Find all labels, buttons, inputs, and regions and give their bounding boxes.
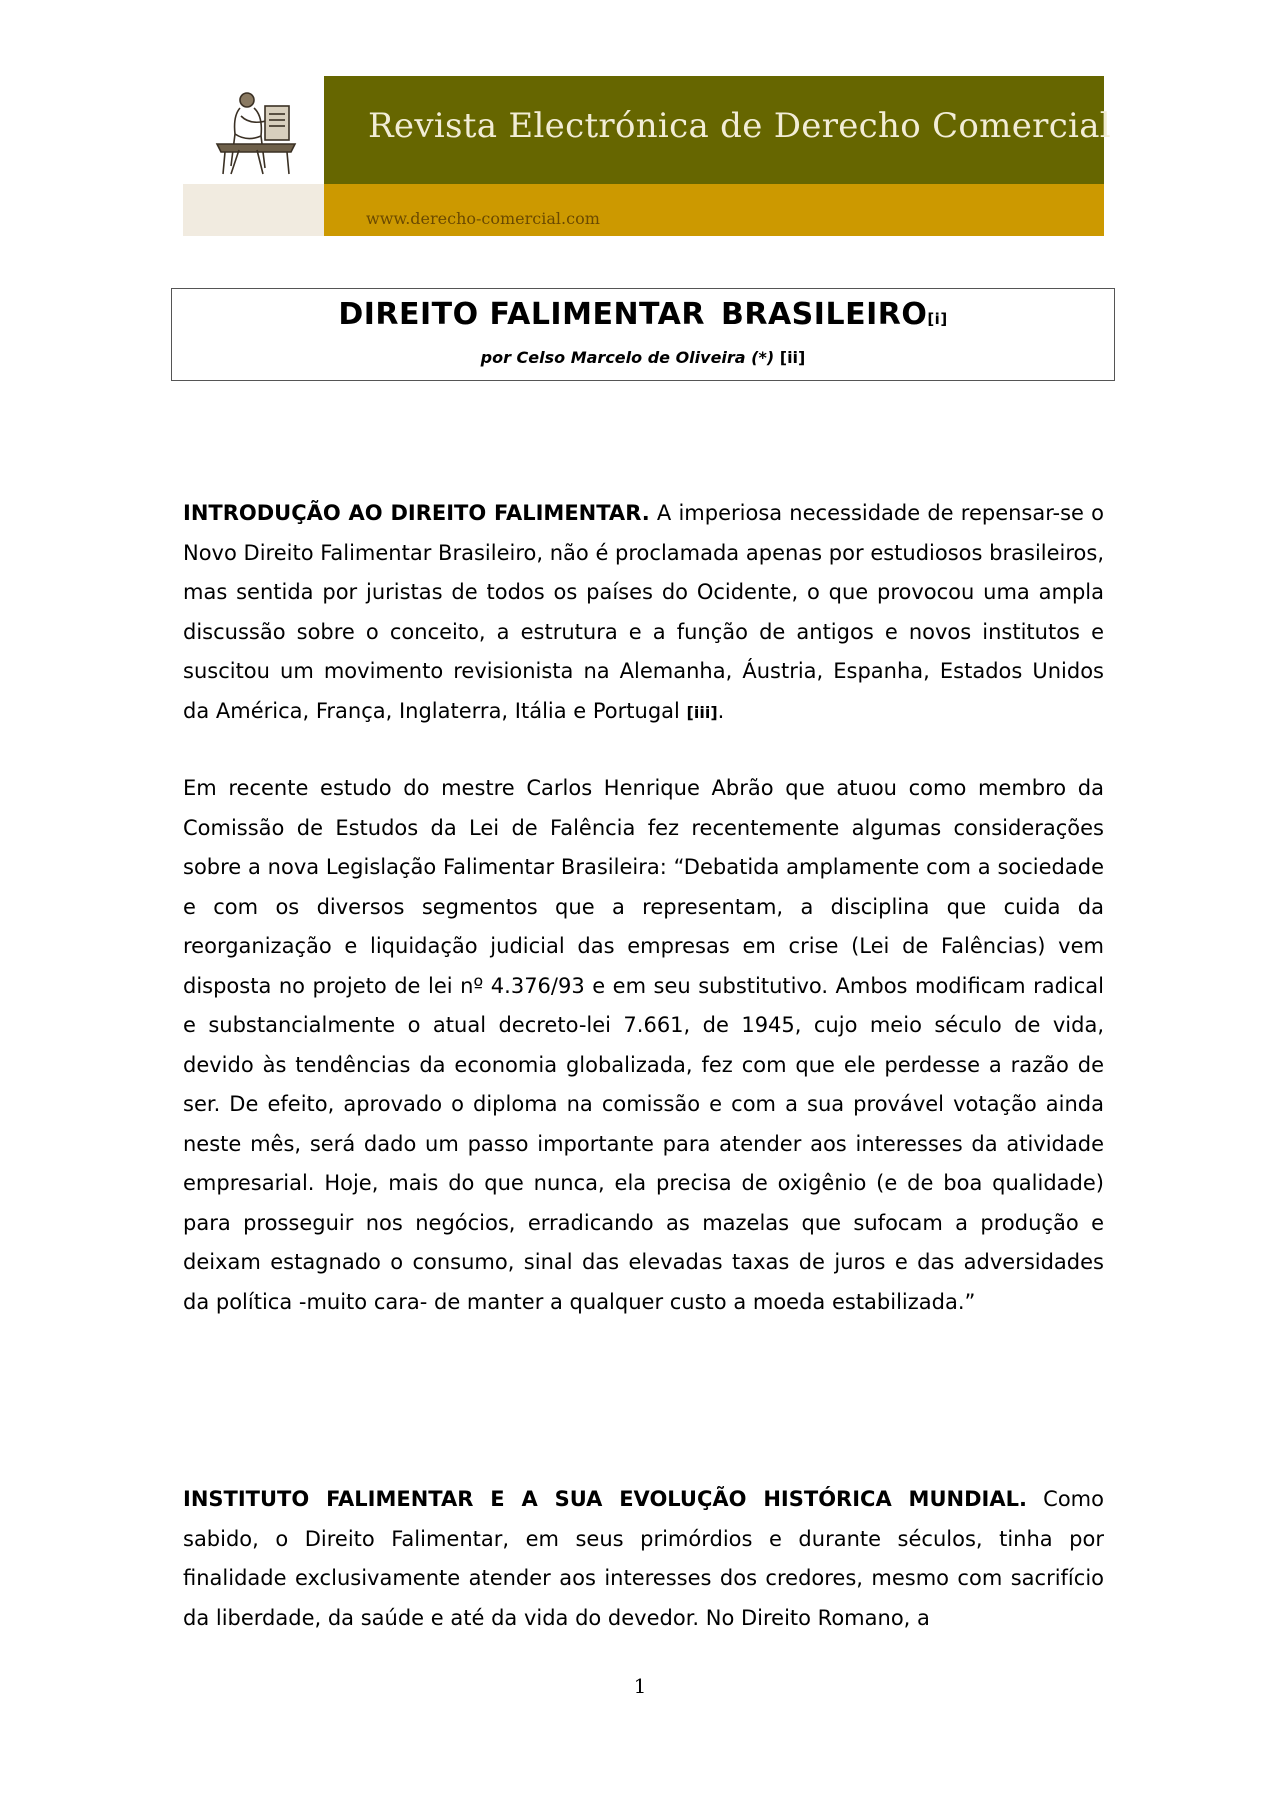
footnote-ref-ii[interactable]: [ii] [779,348,806,367]
footnote-ref-i[interactable]: [i] [927,310,948,328]
byline-author: por Celso Marcelo de Oliveira (*) [480,348,775,367]
paragraph-text-end: . [717,698,725,723]
paragraph-text: A imperiosa necessidade de repensar-se o Novo Direito Falimentar Brasileiro, não é proclamada apenas por estudiosos brasileiros, mas sentida por juristas de todos os países do Ocidente, o que provocou uma ampla discussão sobre o conceito, a estrutura e a função de antigos e novos institutos e suscitou um movimento revisionista na Alemanha, Áustria, Espanha, Estados Unidos da América, França, Inglaterra, Itália e Portugal [183,501,1104,723]
paragraph-text: Como sabido, o Direito Falimentar, em seus primórdios e durante séculos, tinha por finalidade exclusivamente atender aos interesses dos credores, mesmo com sacrifício da liberdade, da saúde e até da vida do devedor. No Direito Romano, a [183,1487,1104,1630]
journal-title-bar [324,76,1111,184]
article-title-part2: BRASILEIRO [721,297,928,332]
article-title [172,297,1114,332]
paragraph-abrao [183,769,1104,1322]
journal-banner [183,76,1111,236]
footnote-ref-iii[interactable]: [iii] [686,702,718,722]
journal-url: www.derecho-comercial.com [366,209,600,228]
paragraph-introduction [183,494,1104,732]
journal-title: Revista Electrónica de Derecho Comercial [368,106,1111,146]
paragraph-text: Em recente estudo do mestre Carlos Henrique Abrão que atuou como membro da Comissão de Estudos da Lei de Falência fez recentemente algumas considerações sobre a nova Legislação Falimentar Brasileira: “Debatida amplamente com a sociedade e com os diversos segmentos que a representam, a disciplina que cuida da reorganização e liquidação judicial das empresas em crise (Lei de Falências) vem disposta no projeto de lei nº 4.376/93 e em seu substitutivo. Ambos modificam radical e substancialmente o atual decreto-lei 7.661, de 1945, cujo meio século de vida, devido às tendências da economia globalizada, fez com que ele perdesse a razão de ser. De efeito, aprovado o diploma na comissão e com a sua provável votação ainda neste mês, será dado um passo importante para atender aos interesses da atividade empresarial. Hoje, mais do que nunca, ela precisa de oxigênio (e de boa qualidade) para prosseguir nos negócios, erradicando as mazelas que sufocam a produção e deixam estagnado o consumo, sinal das elevadas taxas de juros e das adversidades da política -muito cara- de manter a qualquer custo a moeda estabilizada.” [183,776,1104,1314]
article-title-part1: DIREITO FALIMENTAR [338,297,705,332]
scholar-at-desk-icon [211,86,301,178]
section-heading-historic: INSTITUTO FALIMENTAR E A SUA EVOLUÇÃO HISTÓRICA MUNDIAL. [183,1487,1027,1511]
section-heading-introduction: INTRODUÇÃO AO DIREITO FALIMENTAR. [183,501,650,525]
article-title-box [171,288,1115,381]
logo-band [183,184,324,236]
logo-area [183,76,324,184]
article-byline [172,348,1114,367]
paragraph-historic [183,1480,1104,1638]
page-number: 1 [633,1674,647,1698]
journal-url-bar [324,184,1104,236]
